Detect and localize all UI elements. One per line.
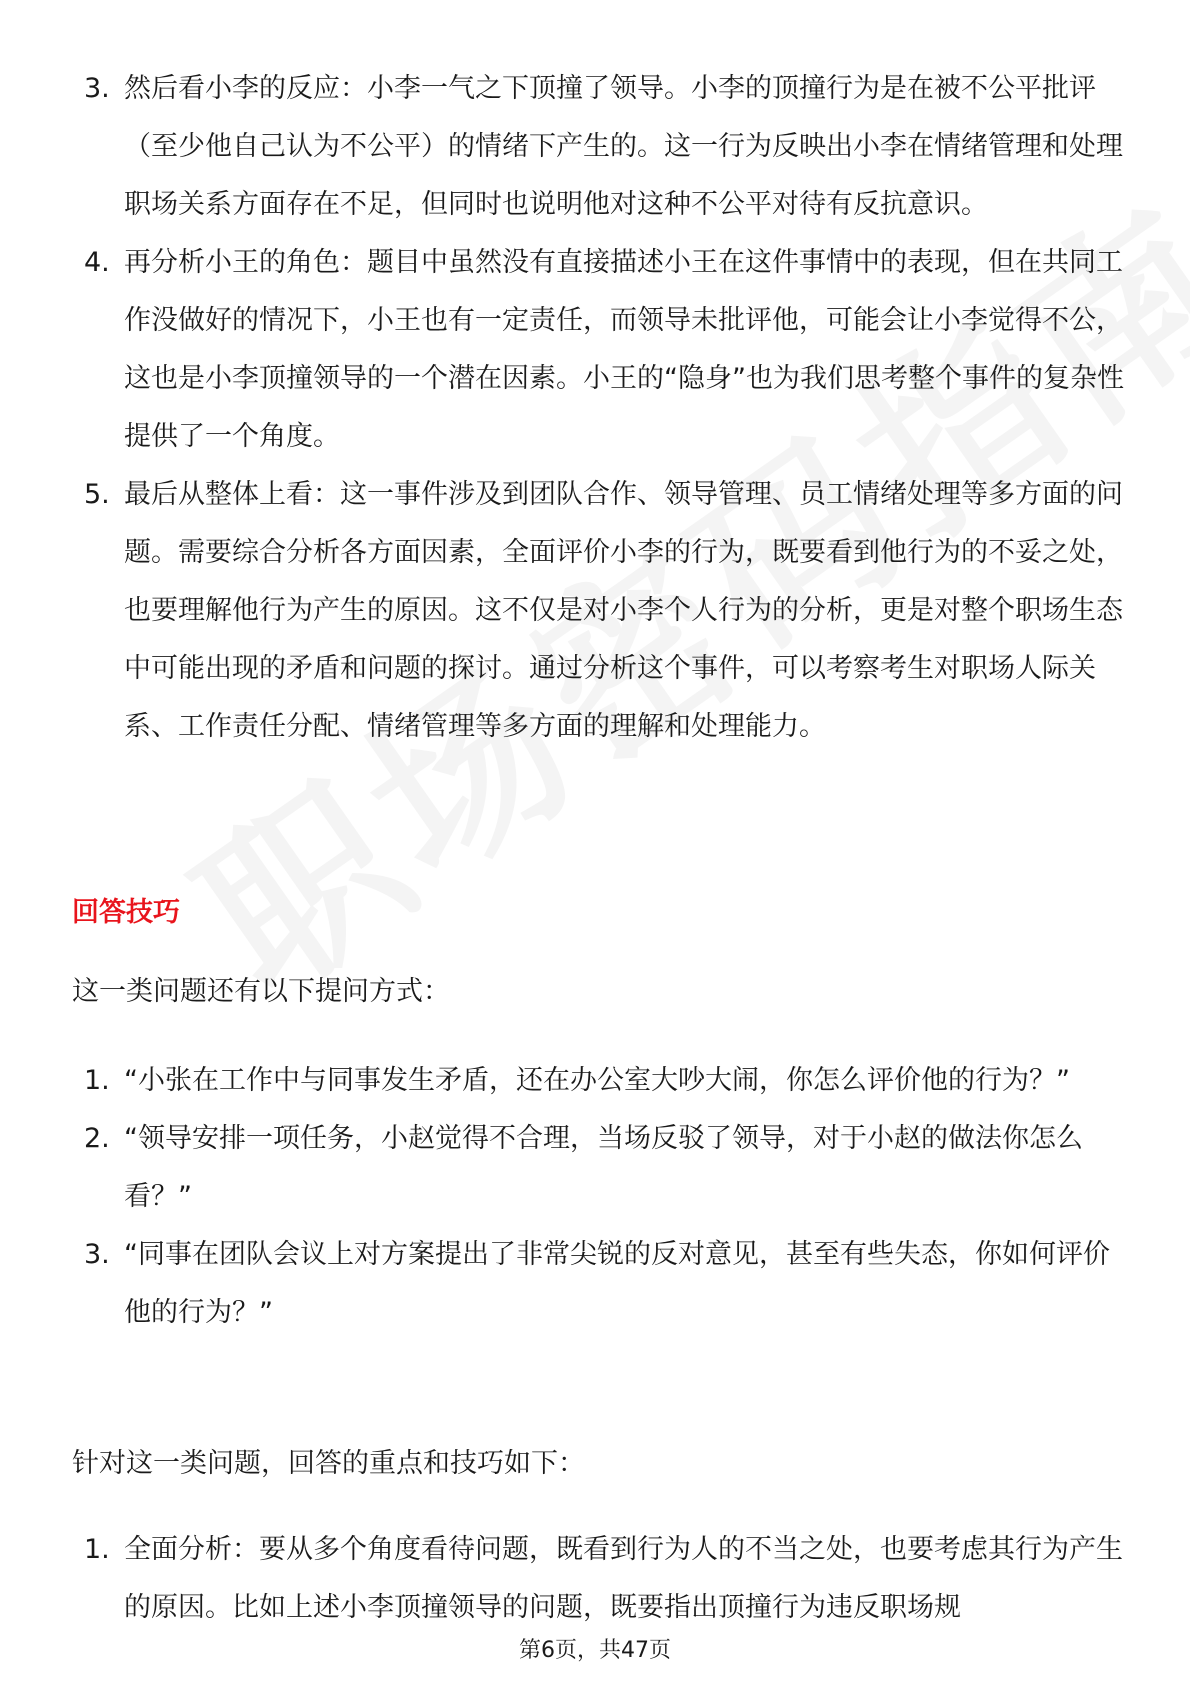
- list-number: 1.: [84, 1534, 110, 1565]
- list-text: 全面分析：要从多个角度看待问题，既看到行为人的不当之处，也要考虑其行为产生的原因。比如上述小李顶撞领导的问题，既要指出顶撞行为违反职场规: [124, 1534, 1123, 1623]
- analysis-list: [0, 60, 1190, 756]
- list-item: [0, 1521, 1190, 1637]
- list-item: [0, 1052, 1190, 1110]
- list-text: 再分析小王的角色：题目中虽然没有直接描述小王在这件事情中的表现，但在共同工作没做好的情况下，小王也有一定责任，而领导未批评他，可能会让小李觉得不公，这也是小李顶撞领导的一个潜在因素。小王的“隐身”也为我们思考整个事件的复杂性提供了一个角度。: [124, 247, 1124, 452]
- list-number: 2.: [84, 1123, 110, 1154]
- list-item: [0, 234, 1190, 466]
- list-item: [0, 60, 1190, 234]
- list-number: 1.: [84, 1065, 110, 1096]
- list-text: 然后看小李的反应：小李一气之下顶撞了领导。小李的顶撞行为是在被不公平批评（至少他自己认为不公平）的情绪下产生的。这一行为反映出小李在情绪管理和处理职场关系方面存在不足，但同时也说明他对这种不公平对待有反抗意识。: [124, 73, 1123, 220]
- list-text: “领导安排一项任务，小赵觉得不合理，当场反驳了领导，对于小赵的做法你怎么看？”: [124, 1123, 1083, 1212]
- list-text: 最后从整体上看：这一事件涉及到团队合作、领导管理、员工情绪处理等多方面的问题。需要综合分析各方面因素，全面评价小李的行为，既要看到他行为的不妥之处，也要理解他行为产生的原因。这不仅是对小李个人行为的分析，更是对整个职场生态中可能出现的矛盾和问题的探讨。通过分析这个事件，可以考察考生对职场人际关系、工作责任分配、情绪管理等多方面的理解和处理能力。: [124, 479, 1123, 742]
- list-item: [0, 1226, 1190, 1342]
- tips-intro-paragraph: 针对这一类问题，回答的重点和技巧如下：: [72, 1448, 585, 1479]
- section-heading: 回答技巧: [72, 897, 180, 928]
- intro-paragraph: 这一类问题还有以下提问方式：: [72, 976, 450, 1007]
- page-number-footer: 第6页，共47页: [519, 1638, 671, 1663]
- list-text: “小张在工作中与同事发生矛盾，还在办公室大吵大闹，你怎么评价他的行为？”: [124, 1065, 1070, 1096]
- list-item: [0, 466, 1190, 756]
- tips-list: [0, 1521, 1190, 1637]
- list-number: 3.: [84, 1239, 110, 1270]
- list-item: [0, 1110, 1190, 1226]
- list-number: 5.: [84, 479, 110, 510]
- list-number: 3.: [84, 73, 110, 104]
- list-text: “同事在团队会议上对方案提出了非常尖锐的反对意见，甚至有些失态，你如何评价他的行为？”: [124, 1239, 1110, 1328]
- question-variants-list: [0, 1052, 1190, 1342]
- list-number: 4.: [84, 247, 110, 278]
